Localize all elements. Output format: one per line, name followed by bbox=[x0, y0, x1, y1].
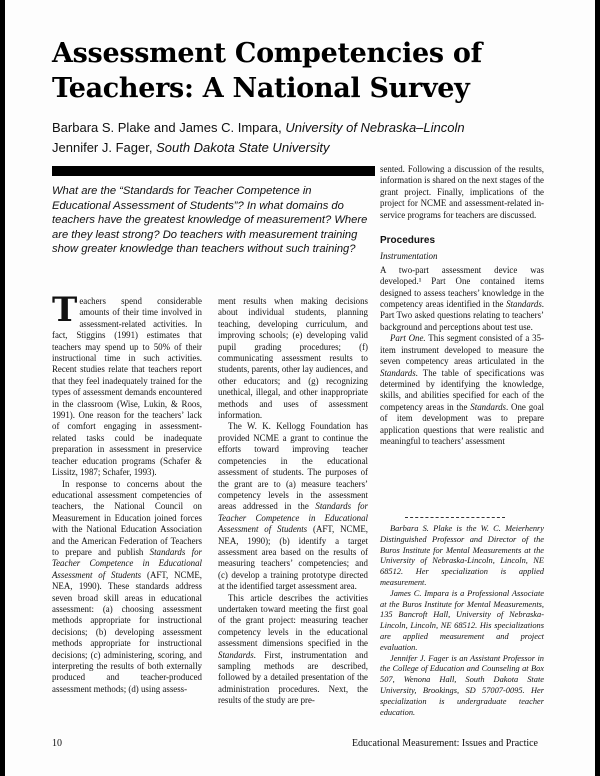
author-bio: James C. Impara is a Professional Associate at the Buros Institute for Mental Measurements, 135 Bancroft Hall, University of Nebraska-Lincoln, Lincoln, NE 68512. His specializations are applied measurement and project evaluation. bbox=[380, 588, 544, 652]
author-line-2 bbox=[52, 138, 532, 158]
author-names: Jennifer J. Fager, bbox=[52, 140, 153, 155]
abstract-rule bbox=[52, 166, 375, 176]
paragraph: sented. Following a discussion of the results, information is shared on the next stages of the grant project. Finally, implications of the project for NCME and assessment-related in-service programs for teachers are discussed. bbox=[380, 164, 544, 220]
body-column-1 bbox=[52, 290, 202, 695]
author-affiliation: University of Nebraska–Lincoln bbox=[285, 120, 465, 135]
paragraph: This article describes the activities undertaken toward meeting the first goal of the grant project: measuring teacher competency levels in the educational assessment dimensions specified in the Standards. First, instrumentation and sampling methods are described, followed by a detailed presentation of the administration procedures. Next, the results of the study are pre- bbox=[218, 592, 368, 706]
author-bio: Jennifer J. Fager is an Assistant Professor in the College of Education and Counseling at Box 507, Wenona Hall, South Dakota State University, Brookings, SD 57007-0095. Her specialization is undergraduate teacher education. bbox=[380, 653, 544, 717]
paragraph: In response to concerns about the educational assessment competencies of teachers, the National Council on Measurement in Education joined forces with the National Education Association and the American Federation of Teachers to prepare and publish Standards for Teacher Competence in Educational Assessment of Students (AFT, NCME, NEA, 1990). These standards address seven broad skill areas in educational assessment: (a) choosing assessment methods appropriate for instructional decisions; (b) developing assessment methods appropriate for instructional decisions; (c) administering, scoring, and interpreting the results of both externally produced and teacher-produced assessment methods; (d) using assess- bbox=[52, 478, 202, 694]
scan-border-left bbox=[0, 0, 5, 776]
body-column-3 bbox=[380, 164, 544, 447]
page-number: 10 bbox=[52, 738, 62, 749]
subsection-heading: Instrumentation bbox=[380, 251, 438, 262]
body-column-2 bbox=[218, 296, 368, 707]
author-bio: Barbara S. Plake is the W. C. Meierhenry Distinguished Professor and Director of the Buros Institute for Mental Measurements at the University of Nebraska-Lincoln, Lincoln, NE 68512. Her specialization is applied measurement. bbox=[380, 524, 544, 587]
section-heading: Procedures bbox=[380, 235, 436, 247]
drop-cap: T bbox=[52, 290, 78, 330]
abstract: What are the “Standards for Teacher Competence in Educational Assessment of Students”? In what domains do teachers have the greatest knowledge of measurement? Where are they least strong? Do teachers with measurement training show greater knowledge than teachers without such training? bbox=[52, 185, 368, 256]
paragraph: ment results when making decisions about individual students, planning teaching, developing curriculum, and improving schools; (e) developing valid pupil grading procedures; (f) communicating assessment results to students, parents, other lay audiences, and other educators; and (g) recognizing unethical, illegal, and other inappropriate methods and uses of assessment information. bbox=[218, 296, 368, 421]
author-names: Barbara S. Plake and James C. Impara, bbox=[52, 120, 282, 135]
author-line-1 bbox=[52, 118, 532, 138]
paragraph: Part One. This segment consisted of a 35-item instrument developed to measure the seven competency areas articulated in the Standards. The table of specifications was determined by identifying the knowledge, skills, and abilities specified for each of the competency areas in the Standards. One goal of item development was to prepare application questions that were realistic and meaningful to teachers’ assessment bbox=[380, 333, 544, 446]
paragraph: Teachers spend considerable amounts of their time involved in assessment-related activities. In fact, Stiggins (1991) estimates that teachers may spend up to 50% of their instructional time in such activities. Recent studies relate that teachers report that they feel inadequately trained for the types of assessment demands encountered in the classroom (Wise, Lukin, & Roos, 1991). One reason for the teachers’ lack of comfort engaging in assessment-related tasks could be inadequate preparation in assessment in preservice teacher education programs (Schafer & Lissitz, 1987; Schafer, 1993). bbox=[52, 290, 202, 478]
author-bios bbox=[380, 524, 544, 718]
author-affiliation: South Dakota State University bbox=[156, 140, 330, 155]
scan-border-right bbox=[595, 0, 600, 776]
journal-name: Educational Measurement: Issues and Practice bbox=[351, 738, 538, 749]
article-title: Assessment Competencies of Teachers: A National Survey bbox=[52, 38, 482, 104]
paragraph: The W. K. Kellogg Foundation has provided NCME a grant to continue the efforts toward improving teacher competencies in the educational assessment of students. The purposes of the grant are to (a) measure teachers’ competency levels in the assessment areas addressed in the Standards for Teacher Competence in Educational Assessment of Students (AFT, NCME, NEA, 1990); (b) identify a target assessment area based on the results of measuring teachers’ competencies; and (c) develop a training prototype directed at the identified target assessment area. bbox=[218, 421, 369, 592]
paragraph: A two-part assessment device was developed.¹ Part One contained items designed to assess teachers’ knowledge in the competency areas identified in the Standards. Part Two asked questions relating to teachers’ background and perceptions about test use. bbox=[380, 264, 544, 332]
bio-divider bbox=[405, 517, 505, 518]
author-block bbox=[52, 118, 532, 158]
